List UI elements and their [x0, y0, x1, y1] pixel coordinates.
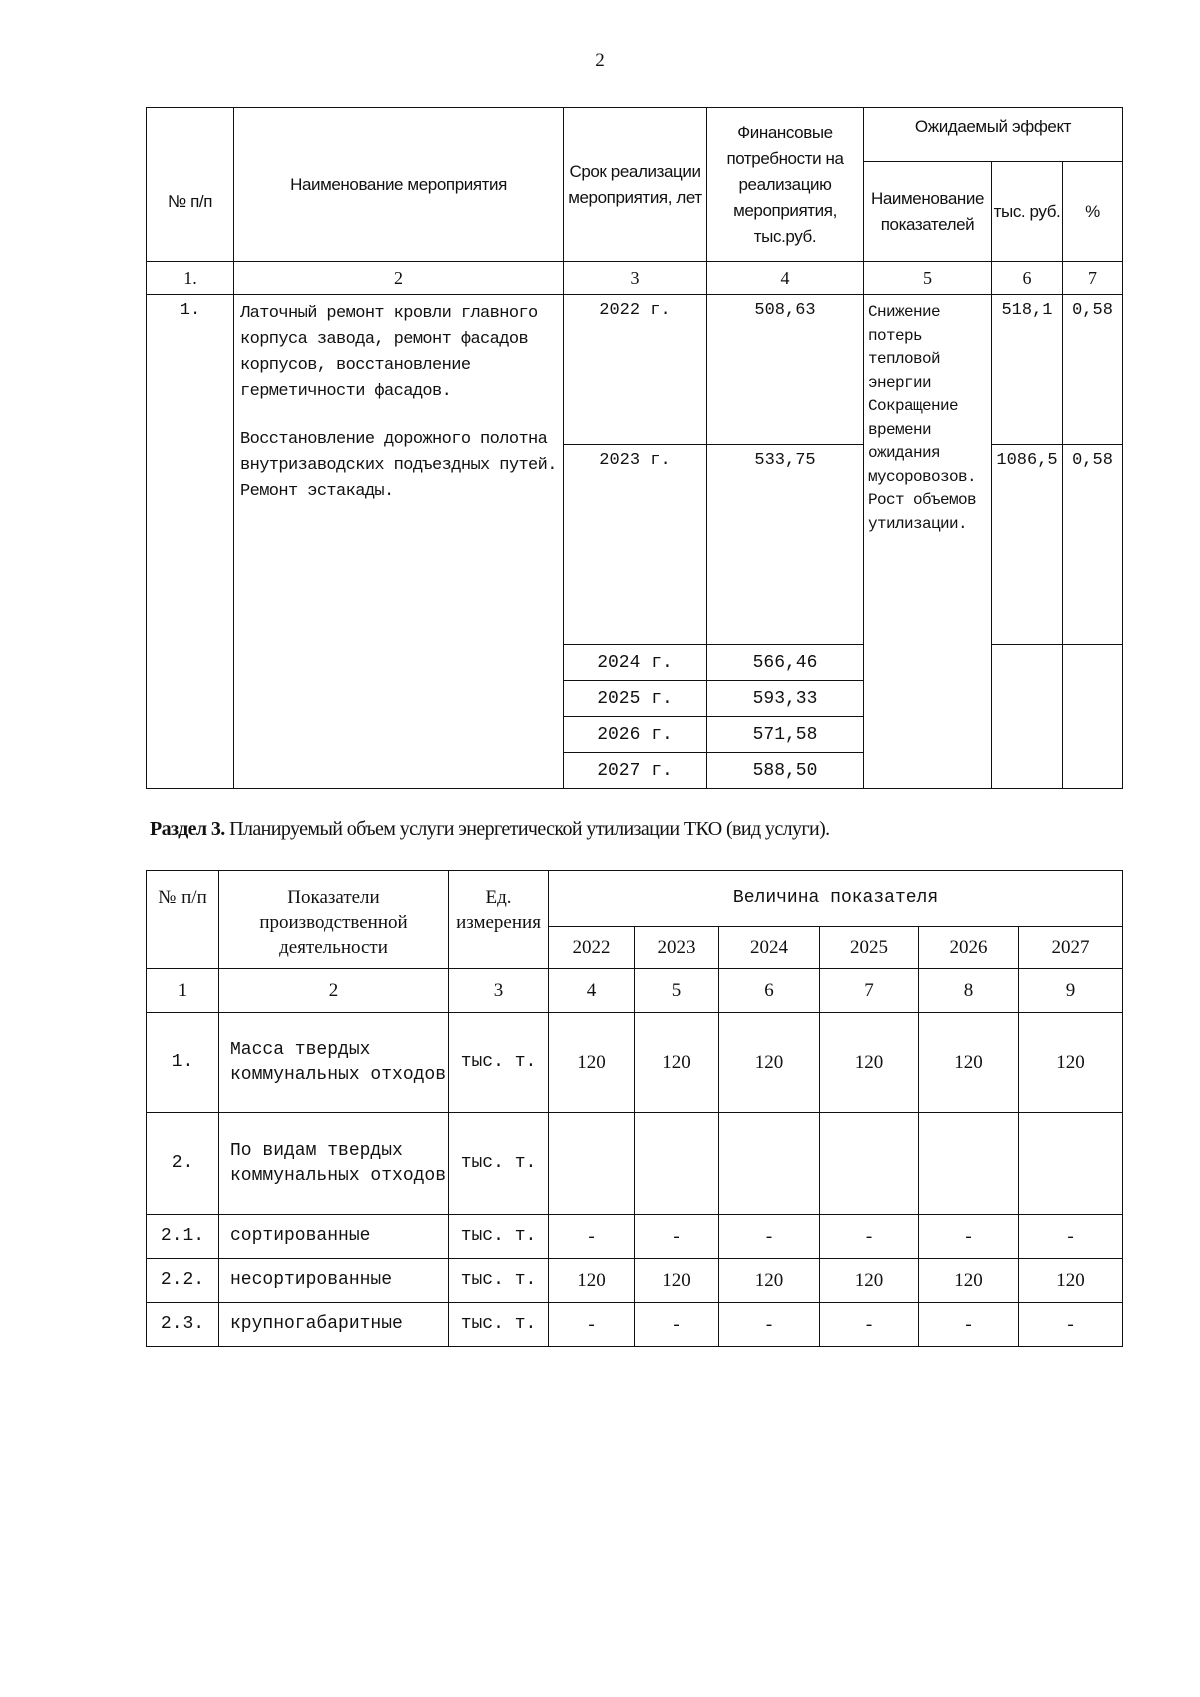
- table-row: [147, 1215, 1123, 1259]
- empty-cell: [992, 645, 1063, 789]
- row-value: [719, 1113, 820, 1215]
- row-value: 120: [919, 1013, 1019, 1113]
- row-indicator: По видам твердых коммунальных отходов: [219, 1113, 449, 1215]
- row-value: 120: [719, 1013, 820, 1113]
- amount-cell: 566,46: [707, 645, 864, 681]
- header-activity-name: Наименование мероприятия: [234, 108, 564, 262]
- table-row: [147, 1303, 1123, 1347]
- row-unit: тыс. т.: [449, 1113, 549, 1215]
- row-value: [820, 1113, 919, 1215]
- header-year: 2022: [549, 927, 635, 969]
- column-number: 2: [234, 262, 564, 295]
- header-year: 2023: [635, 927, 719, 969]
- year-cell: 2027 г.: [564, 753, 707, 789]
- effect-percent-cell: 0,58: [1063, 445, 1123, 645]
- row-value: [919, 1113, 1019, 1215]
- column-number: 7: [1063, 262, 1123, 295]
- row-number: 1.: [147, 1013, 219, 1113]
- section-label: Раздел 3.: [150, 818, 225, 840]
- row-value: -: [919, 1215, 1019, 1259]
- row-value: -: [919, 1303, 1019, 1347]
- table-row: [147, 1259, 1123, 1303]
- column-number: 9: [1019, 969, 1123, 1013]
- row-number: 2.: [147, 1113, 219, 1215]
- row-unit: тыс. т.: [449, 1215, 549, 1259]
- row-value: -: [549, 1215, 635, 1259]
- activity-description: [234, 295, 564, 789]
- column-number: 8: [919, 969, 1019, 1013]
- row-value: -: [820, 1303, 919, 1347]
- row-value: 120: [635, 1259, 719, 1303]
- amount-cell: 533,75: [707, 445, 864, 645]
- header-value: Величина показателя: [549, 871, 1123, 927]
- column-number: 3: [449, 969, 549, 1013]
- header-finance: Финансовые потребности на реализацию мероприятия, тыс.руб.: [707, 108, 864, 262]
- section-text: Планируемый объем услуги энергетической утилизации ТКО (вид услуги).: [229, 818, 830, 840]
- row-number: 2.2.: [147, 1259, 219, 1303]
- row-value: 120: [820, 1013, 919, 1113]
- row-value: 120: [820, 1259, 919, 1303]
- row-indicator: несортированные: [219, 1259, 449, 1303]
- header-expected-effect: Ожидаемый эффект: [864, 108, 1123, 162]
- column-number: 5: [864, 262, 992, 295]
- row-number: 1.: [147, 295, 234, 789]
- amount-cell: 593,33: [707, 681, 864, 717]
- table-row: [147, 1013, 1123, 1113]
- header-term: Срок реализации мероприятия, лет: [564, 108, 707, 262]
- row-value: -: [549, 1303, 635, 1347]
- header-year: 2025: [820, 927, 919, 969]
- amount-cell: 588,50: [707, 753, 864, 789]
- row-value: 120: [635, 1013, 719, 1113]
- year-cell: 2024 г.: [564, 645, 707, 681]
- effect-value-cell: 1086,5: [992, 445, 1063, 645]
- row-value: -: [635, 1215, 719, 1259]
- column-number: 4: [707, 262, 864, 295]
- row-value: 120: [919, 1259, 1019, 1303]
- amount-cell: 508,63: [707, 295, 864, 445]
- column-number: 1.: [147, 262, 234, 295]
- header-indicators: Показатели производственной деятельности: [219, 871, 449, 969]
- row-value: 120: [1019, 1013, 1123, 1113]
- row-number: 2.1.: [147, 1215, 219, 1259]
- column-number: 5: [635, 969, 719, 1013]
- row-value: -: [1019, 1215, 1123, 1259]
- header-num: № п/п: [147, 871, 219, 969]
- year-cell: 2025 г.: [564, 681, 707, 717]
- activity-item: Латочный ремонт кровли главного корпуса завода, ремонт фасадов корпусов, восстановление герметичности фасадов.: [240, 304, 538, 401]
- row-value: -: [820, 1215, 919, 1259]
- row-unit: тыс. т.: [449, 1303, 549, 1347]
- row-value: 120: [1019, 1259, 1123, 1303]
- column-number: 4: [549, 969, 635, 1013]
- section-title: [150, 818, 830, 841]
- year-cell: 2026 г.: [564, 717, 707, 753]
- row-value: [1019, 1113, 1123, 1215]
- row-unit: тыс. т.: [449, 1259, 549, 1303]
- column-number: 2: [219, 969, 449, 1013]
- empty-cell: [1063, 645, 1123, 789]
- year-cell: 2023 г.: [564, 445, 707, 645]
- header-unit: Ед. измерения: [449, 871, 549, 969]
- header-num: № п/п: [147, 108, 234, 262]
- row-value: -: [719, 1303, 820, 1347]
- row-number: 2.3.: [147, 1303, 219, 1347]
- amount-cell: 571,58: [707, 717, 864, 753]
- header-year: 2024: [719, 927, 820, 969]
- column-number: 1: [147, 969, 219, 1013]
- activities-table: [146, 107, 1123, 789]
- header-indicator-name: Наименование показателей: [864, 162, 992, 262]
- row-value: [635, 1113, 719, 1215]
- header-year: 2027: [1019, 927, 1123, 969]
- column-number: 6: [719, 969, 820, 1013]
- effect-value-cell: 518,1: [992, 295, 1063, 445]
- header-year: 2026: [919, 927, 1019, 969]
- column-number: 3: [564, 262, 707, 295]
- row-value: -: [1019, 1303, 1123, 1347]
- header-percent: %: [1063, 162, 1123, 262]
- header-thousand-rub: тыс. руб.: [992, 162, 1063, 262]
- table-row: [147, 1113, 1123, 1215]
- effect-description: Снижение потерь тепловой энергии Сокращение времени ожидания мусоровозов. Рост объемов утилизации.: [864, 295, 992, 789]
- row-indicator: крупногабаритные: [219, 1303, 449, 1347]
- year-cell: 2022 г.: [564, 295, 707, 445]
- row-value: 120: [549, 1013, 635, 1113]
- effect-percent-cell: 0,58: [1063, 295, 1123, 445]
- page-number: 2: [595, 50, 605, 71]
- row-indicator: Масса твердых коммунальных отходов: [219, 1013, 449, 1113]
- row-value: 120: [549, 1259, 635, 1303]
- row-value: -: [635, 1303, 719, 1347]
- row-unit: тыс. т.: [449, 1013, 549, 1113]
- row-value: [549, 1113, 635, 1215]
- row-indicator: сортированные: [219, 1215, 449, 1259]
- column-number: 6: [992, 262, 1063, 295]
- row-value: 120: [719, 1259, 820, 1303]
- column-number: 7: [820, 969, 919, 1013]
- activity-item: Ремонт эстакады.: [240, 482, 394, 501]
- activity-item: Восстановление дорожного полотна внутризаводских подъездных путей.: [240, 430, 557, 475]
- service-volume-table: [146, 870, 1123, 1347]
- row-value: -: [719, 1215, 820, 1259]
